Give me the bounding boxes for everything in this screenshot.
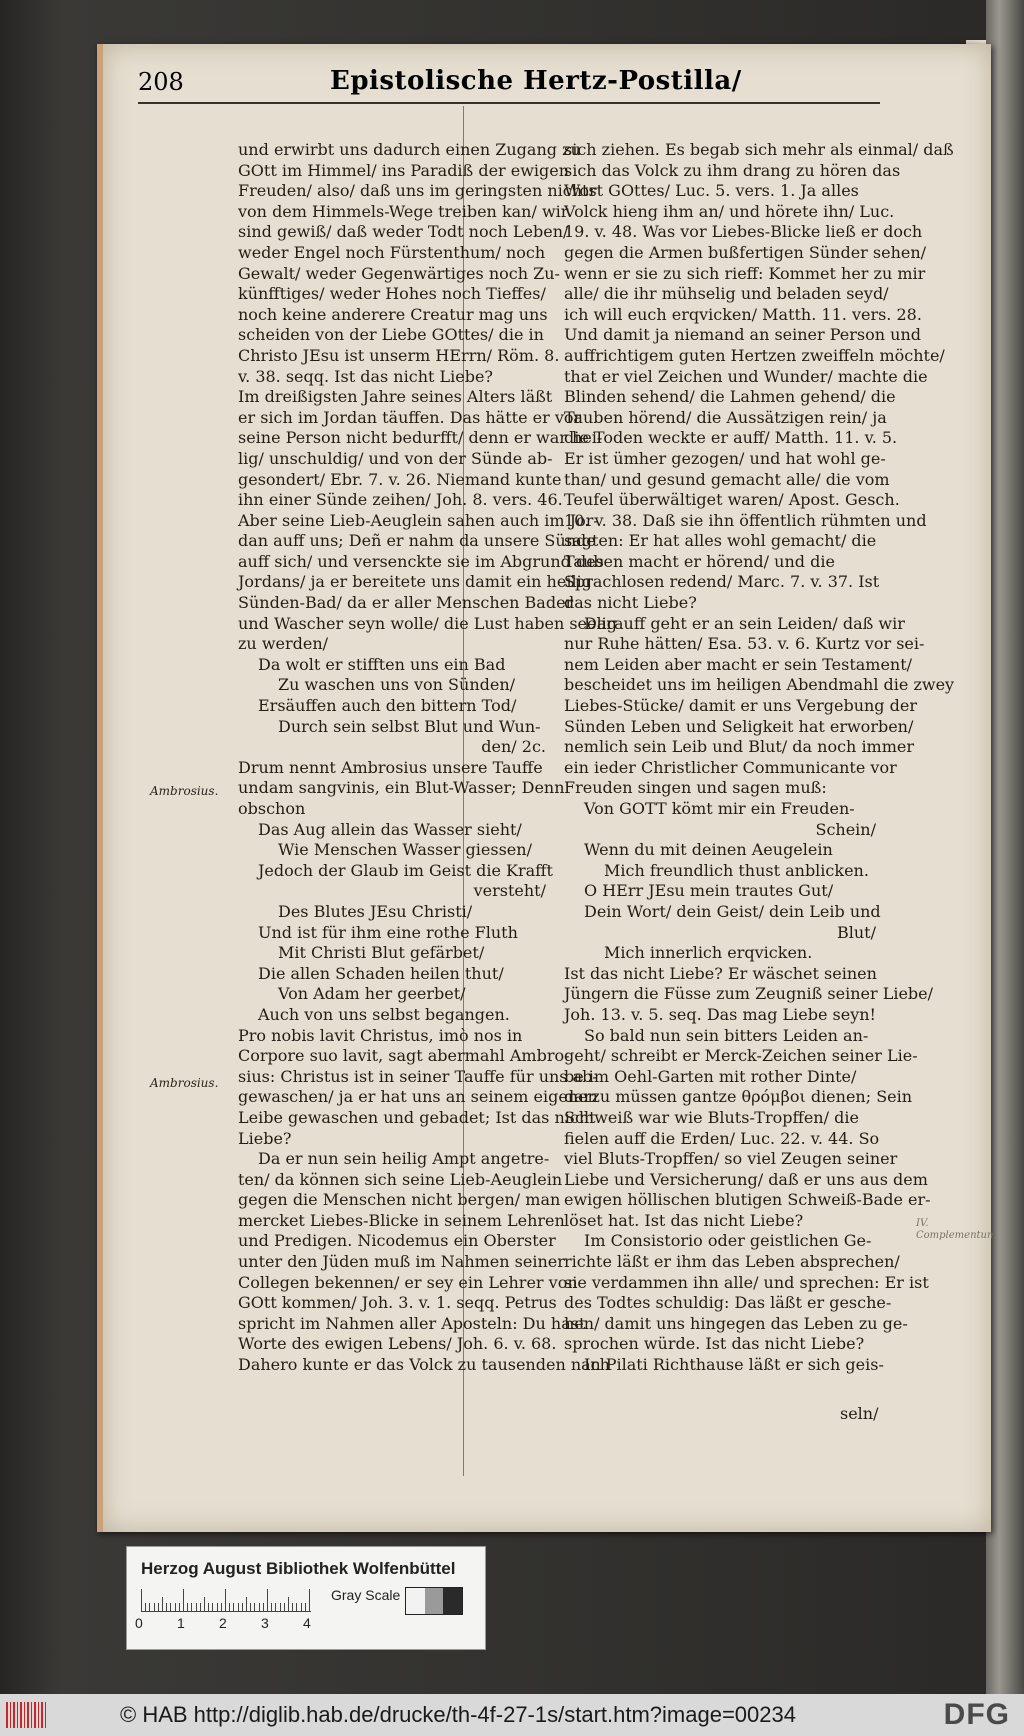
ruler-tick — [238, 1603, 239, 1611]
text-line: seine Person nicht bedurfft/ denn er war hei- — [238, 428, 603, 448]
footer-url[interactable]: © HAB http://diglib.hab.de/drucke/th-4f-27-1s/start.htm?image=00234 — [120, 1702, 796, 1727]
ruler-tick — [149, 1603, 150, 1611]
text-line: und Predigen. Nicodemus ein Oberster — [238, 1231, 556, 1251]
text-line: unter den Jüden muß im Nahmen seiner — [238, 1252, 565, 1272]
text-line: fielen auff die Erden/ Luc. 22. v. 44. So — [564, 1128, 880, 1148]
text-line: 19. v. 48. Was vor Liebes-Blicke ließ er doch — [564, 222, 923, 242]
header-rule — [138, 102, 880, 104]
ruler-tick — [250, 1603, 251, 1611]
text-line: Ersäuffen auch den bittern Tod/ — [258, 696, 517, 716]
text-line: Sünden-Bad/ da er aller Menschen Bader — [238, 593, 574, 613]
left-text-column — [238, 140, 617, 1376]
text-line: Wenn du mit deinen Aeugelein — [584, 840, 833, 860]
ruler-tick — [267, 1589, 268, 1611]
ruler-tick — [200, 1603, 201, 1611]
ruler-tick — [166, 1603, 167, 1611]
text-line: v. 38. seqq. Ist das nicht Liebe? — [238, 366, 494, 386]
text-line: Schweiß war wie Bluts-Tropffen/ die — [564, 1107, 859, 1127]
text-line: Gewalt/ weder Gegenwärtiges noch Zu- — [238, 263, 560, 283]
text-line: Tauben macht er hörend/ und die — [564, 551, 835, 571]
text-line: ich will euch erqvicken/ Matth. 11. vers. 28. — [564, 304, 922, 324]
text-line: er sich im Jordan täuffen. Das hätte er vor — [238, 407, 582, 427]
margin-note-ambrosius-2: Ambrosius. — [150, 1076, 219, 1090]
text-line: Dahero kunte er das Volck zu tausenden nach — [238, 1355, 610, 1375]
ruler-tick — [221, 1603, 222, 1611]
text-line: Sünden Leben und Seligkeit hat erworben/ — [564, 716, 914, 736]
text-line: nem Leiden aber macht er sein Testament/ — [564, 654, 913, 674]
text-line: ewigen höllischen blutigen Schweiß-Bade er- — [564, 1190, 931, 1210]
scale-ruler — [141, 1589, 311, 1612]
ruler-tick — [254, 1603, 255, 1611]
text-line: Freuden singen und sagen muß: — [564, 778, 827, 798]
text-line: ten/ da können sich seine Lieb-Aeuglein — [238, 1169, 563, 1189]
text-line: dan auff uns; Deñ er nahm da unsere Sünde — [238, 531, 596, 551]
scanner-edge — [986, 0, 1024, 1694]
text-line: sind gewiß/ daß weder Todt noch Leben/ — [238, 222, 569, 242]
text-line: be im Oehl-Garten mit rother Dinte/ — [564, 1066, 857, 1086]
text-line: So bald nun sein bitters Leiden an- — [584, 1025, 869, 1045]
ruler-label: 3 — [261, 1615, 269, 1631]
ruler-tick — [259, 1603, 260, 1611]
text-line: sich das Volck zu ihm drang zu hören das — [564, 160, 901, 180]
text-line: Christo JEsu ist unserm HErrn/ Röm. 8. — [238, 345, 560, 365]
text-line: Wie Menschen Wasser giessen/ — [278, 840, 532, 860]
text-line: Da wolt er stifften uns ein Bad — [258, 654, 506, 674]
ruler-label: 0 — [135, 1615, 143, 1631]
text-line: auffrichtigem guten Hertzen zweiffeln möchte/ — [564, 345, 945, 365]
ruler-tick — [217, 1603, 218, 1611]
gray-swatch — [443, 1588, 462, 1614]
text-line: sprochen würde. Ist das nicht Liebe? — [564, 1334, 865, 1354]
text-line: Liebes-Stücke/ damit er uns Vergebung der — [564, 696, 917, 716]
text-line: Pro nobis lavit Christus, imò nos in — [238, 1025, 523, 1045]
text-line: 10. v. 38. Daß sie ihn öffentlich rühmten und — [564, 510, 927, 530]
text-line: GOtt kommen/ Joh. 3. v. 1. seqq. Petrus — [238, 1293, 557, 1313]
ruler-tick — [280, 1603, 281, 1611]
text-line: Collegen bekennen/ er sey ein Lehrer von — [238, 1272, 578, 1292]
text-line: sius: Christus ist in seiner Tauffe für uns ab- — [238, 1066, 598, 1086]
dfg-logo: DFG — [943, 1698, 1010, 1731]
text-line: Teufel überwältiget waren/ Apost. Gesch. — [564, 490, 900, 510]
text-line: Und damit ja niemand an seiner Person und — [564, 325, 922, 345]
text-line: den/ 2c. — [481, 737, 546, 757]
ruler-tick — [183, 1589, 184, 1611]
library-name: Herzog August Bibliothek Wolfenbüttel — [141, 1559, 456, 1578]
text-line: versteht/ — [473, 881, 546, 901]
text-line: und Wascher seyn wolle/ die Lust haben seelig — [238, 613, 617, 633]
text-line: Wort GOttes/ Luc. 5. vers. 1. Ja alles — [564, 181, 859, 201]
text-line: die Toden weckte er auff/ Matth. 11. v. 5. — [564, 428, 898, 448]
text-line: sie verdammen ihn alle/ und sprechen: Er ist — [564, 1272, 929, 1292]
text-line: künfftiges/ weder Hohes noch Tieffes/ — [238, 284, 546, 304]
text-line: ihn einer Sünde zeihen/ Joh. 8. vers. 46. — [238, 490, 563, 510]
ruler-tick — [154, 1603, 155, 1611]
ruler-tick — [301, 1603, 302, 1611]
right-text-column — [564, 140, 955, 1376]
page-number: 208 — [138, 68, 184, 96]
text-line: Mit Christi Blut gefärbet/ — [278, 943, 485, 963]
ruler-tick — [191, 1603, 192, 1611]
barcode-icon — [6, 1702, 46, 1728]
text-line: Tauben hörend/ die Aussätzigen rein/ ja — [564, 407, 887, 427]
text-line: Er ist ümher gezogen/ und hat wohl ge- — [564, 448, 886, 468]
ruler-tick — [229, 1603, 230, 1611]
text-line: Die allen Schaden heilen thut/ — [258, 963, 504, 983]
text-line: Liebe und Versicherung/ daß er uns aus dem — [564, 1169, 928, 1189]
text-line: undam sangvinis, ein Blut-Wasser; Denn — [238, 778, 565, 798]
ruler-tick — [208, 1603, 209, 1611]
text-line: obschon — [238, 799, 306, 818]
text-line: geht/ schreibt er Merck-Zeichen seiner Lie- — [564, 1046, 918, 1066]
ruler-label: 2 — [219, 1615, 227, 1631]
text-line: Im Consistorio oder geistlichen Ge- — [584, 1231, 872, 1251]
text-line: und erwirbt uns dadurch einen Zugang zu — [238, 140, 581, 159]
text-line: alle/ die ihr mühselig und beladen seyd/ — [564, 284, 889, 304]
text-line: wenn er sie zu sich rieff: Kommet her zu mir — [564, 263, 926, 283]
text-line: des Todtes schuldig: Das läßt er gesche- — [564, 1293, 892, 1313]
text-line: that er viel Zeichen und Wunder/ machte die — [564, 366, 928, 386]
text-line: sich ziehen. Es begab sich mehr als einmal/ daß — [564, 140, 954, 159]
text-line: noch keine anderere Creatur mag uns — [238, 304, 548, 324]
text-line: das nicht Liebe? — [564, 593, 697, 613]
ruler-label: 1 — [177, 1615, 185, 1631]
ruler-tick — [288, 1597, 289, 1611]
text-line: Corpore suo lavit, sagt abermahl Ambro- — [238, 1046, 570, 1066]
ruler-tick — [158, 1603, 159, 1611]
ruler-tick — [296, 1603, 297, 1611]
margin-note-right: IV. Complementum — [916, 1218, 997, 1241]
text-line: Von GOTT kömt mir ein Freuden- — [584, 799, 855, 818]
text-line: auff sich/ und versenckte sie im Abgrund des — [238, 551, 604, 571]
text-line: Auch von uns selbst begangen. — [258, 1004, 510, 1024]
text-line: Blinden sehend/ die Lahmen gehend/ die — [564, 387, 896, 407]
ruler-tick — [145, 1603, 146, 1611]
ruler-tick — [225, 1589, 226, 1611]
color-calibration-card — [126, 1546, 486, 1650]
ruler-tick — [162, 1597, 163, 1611]
text-line: Jordans/ ja er bereitete uns damit ein heilig — [238, 572, 592, 592]
text-line: Jedoch der Glaub im Geist die Krafft — [258, 860, 553, 880]
text-line: Jüngern die Füsse zum Zeugniß seiner Liebe/ — [564, 984, 934, 1004]
text-line: hen/ damit uns hingegen das Leben zu ge- — [564, 1313, 908, 1333]
text-line: lig/ unschuldig/ und von der Sünde ab- — [238, 448, 553, 468]
catchword: seln/ — [840, 1404, 879, 1423]
ruler-tick — [175, 1603, 176, 1611]
text-line: Des Blutes JEsu Christi/ — [278, 901, 473, 921]
text-line: nemlich sein Leib und Blut/ da noch immer — [564, 737, 915, 757]
text-line: Liebe? — [238, 1128, 292, 1148]
text-line: scheiden von der Liebe GOttes/ die in — [238, 325, 544, 345]
text-line: Joh. 13. v. 5. seq. Das mag Liebe seyn! — [564, 1004, 876, 1024]
text-line: Durch sein selbst Blut und Wun- — [278, 716, 541, 736]
ruler-tick — [204, 1597, 205, 1611]
text-line: Blut/ — [837, 922, 876, 942]
text-line: sagten: Er hat alles wohl gemacht/ die — [564, 531, 877, 551]
text-line: Freuden/ also/ daß uns im geringsten nichts — [238, 181, 597, 201]
ruler-tick — [233, 1603, 234, 1611]
ruler-tick — [305, 1603, 306, 1611]
text-line: GOtt im Himmel/ ins Paradiß der ewigen — [238, 160, 570, 180]
text-line: darzu müssen gantze θρόμβοι dienen; Sein — [564, 1087, 913, 1107]
text-line: Zu waschen uns von Sünden/ — [278, 675, 516, 695]
text-line: Mich freundlich thust anblicken. — [604, 860, 869, 880]
text-line: viel Bluts-Tropffen/ so viel Zeugen seiner — [564, 1149, 898, 1169]
text-line: gegen die Armen bußfertigen Sünder sehen/ — [564, 242, 927, 262]
text-line: Volck hieng ihm an/ und hörete ihn/ Luc. — [564, 201, 895, 221]
text-line: zu werden/ — [238, 634, 329, 654]
text-line: Leibe gewaschen und gebadet; Ist das nicht — [238, 1107, 596, 1127]
text-line: gesondert/ Ebr. 7. v. 26. Niemand kunte — [238, 469, 562, 489]
gray-scale-swatches — [405, 1587, 463, 1615]
text-line: gewaschen/ ja er hat uns an seinem eigenen — [238, 1087, 598, 1107]
margin-note-ambrosius-1: Ambrosius. — [150, 784, 219, 798]
ruler-tick — [141, 1589, 142, 1611]
text-line: ein ieder Christlicher Communicante vor — [564, 757, 897, 777]
ruler-tick — [263, 1603, 264, 1611]
text-line: Im dreißigsten Jahre seines Alters läßt — [238, 387, 553, 407]
text-line: Worte des ewigen Lebens/ Joh. 6. v. 68. — [238, 1334, 557, 1354]
gray-scale-label: Gray Scale — [331, 1587, 401, 1603]
text-line: Da er nun sein heilig Ampt angetre- — [258, 1149, 550, 1169]
ruler-tick — [187, 1603, 188, 1611]
ruler-tick — [284, 1603, 285, 1611]
text-line: richte läßt er ihm das Leben absprechen/ — [564, 1252, 900, 1272]
text-line: Von Adam her geerbet/ — [278, 984, 466, 1004]
text-line: Sprachlosen redend/ Marc. 7. v. 37. Ist — [564, 572, 880, 592]
footer-bar — [0, 1694, 1024, 1736]
gray-swatch — [406, 1588, 425, 1614]
ruler-tick — [271, 1603, 272, 1611]
text-line: mercket Liebes-Blicke in seinem Lehren — [238, 1210, 565, 1230]
text-line: Mich innerlich erqvicken. — [604, 943, 813, 963]
ruler-label: 4 — [303, 1615, 311, 1631]
ruler-tick — [196, 1603, 197, 1611]
ruler-tick — [246, 1597, 247, 1611]
text-line: weder Engel noch Fürstenthum/ noch — [238, 242, 546, 262]
text-line: O HErr JEsu mein trautes Gut/ — [584, 881, 834, 901]
ruler-tick — [309, 1589, 310, 1611]
text-line: Dein Wort/ dein Geist/ dein Leib und — [584, 901, 881, 921]
ruler-tick — [179, 1603, 180, 1611]
text-line: Ist das nicht Liebe? Er wäschet seinen — [564, 963, 877, 983]
text-line: Schein/ — [815, 819, 876, 839]
text-line: löset hat. Ist das nicht Liebe? — [564, 1210, 804, 1230]
ruler-tick — [292, 1603, 293, 1611]
text-line: bescheidet uns im heiligen Abendmahl die zwey — [564, 675, 955, 695]
gray-swatch — [425, 1588, 444, 1614]
ruler-tick — [275, 1603, 276, 1611]
ruler-tick — [242, 1603, 243, 1611]
text-line: von dem Himmels-Wege treiben kan/ wir — [238, 201, 569, 221]
text-line: gegen die Menschen nicht bergen/ man — [238, 1190, 561, 1210]
text-line: Das Aug allein das Wasser sieht/ — [258, 819, 522, 839]
text-line: Darauff geht er an sein Leiden/ daß wir — [584, 613, 905, 633]
text-line: Drum nennt Ambrosius unsere Tauffe — [238, 757, 543, 777]
ruler-tick — [170, 1603, 171, 1611]
ruler-tick — [212, 1603, 213, 1611]
text-line: spricht im Nahmen aller Aposteln: Du hast — [238, 1313, 586, 1333]
running-title: Epistolische Hertz-Postilla/ — [330, 66, 742, 96]
text-line: In Pilati Richthause läßt er sich geis- — [584, 1355, 884, 1375]
text-line: nur Ruhe hätten/ Esa. 53. v. 6. Kurtz vor sei- — [564, 634, 925, 654]
text-line: than/ und gesund gemacht alle/ die vom — [564, 469, 890, 489]
text-line: Aber seine Lieb-Aeuglein sahen auch im Jor- — [238, 510, 599, 530]
text-line: Und ist für ihm eine rothe Fluth — [258, 922, 518, 942]
